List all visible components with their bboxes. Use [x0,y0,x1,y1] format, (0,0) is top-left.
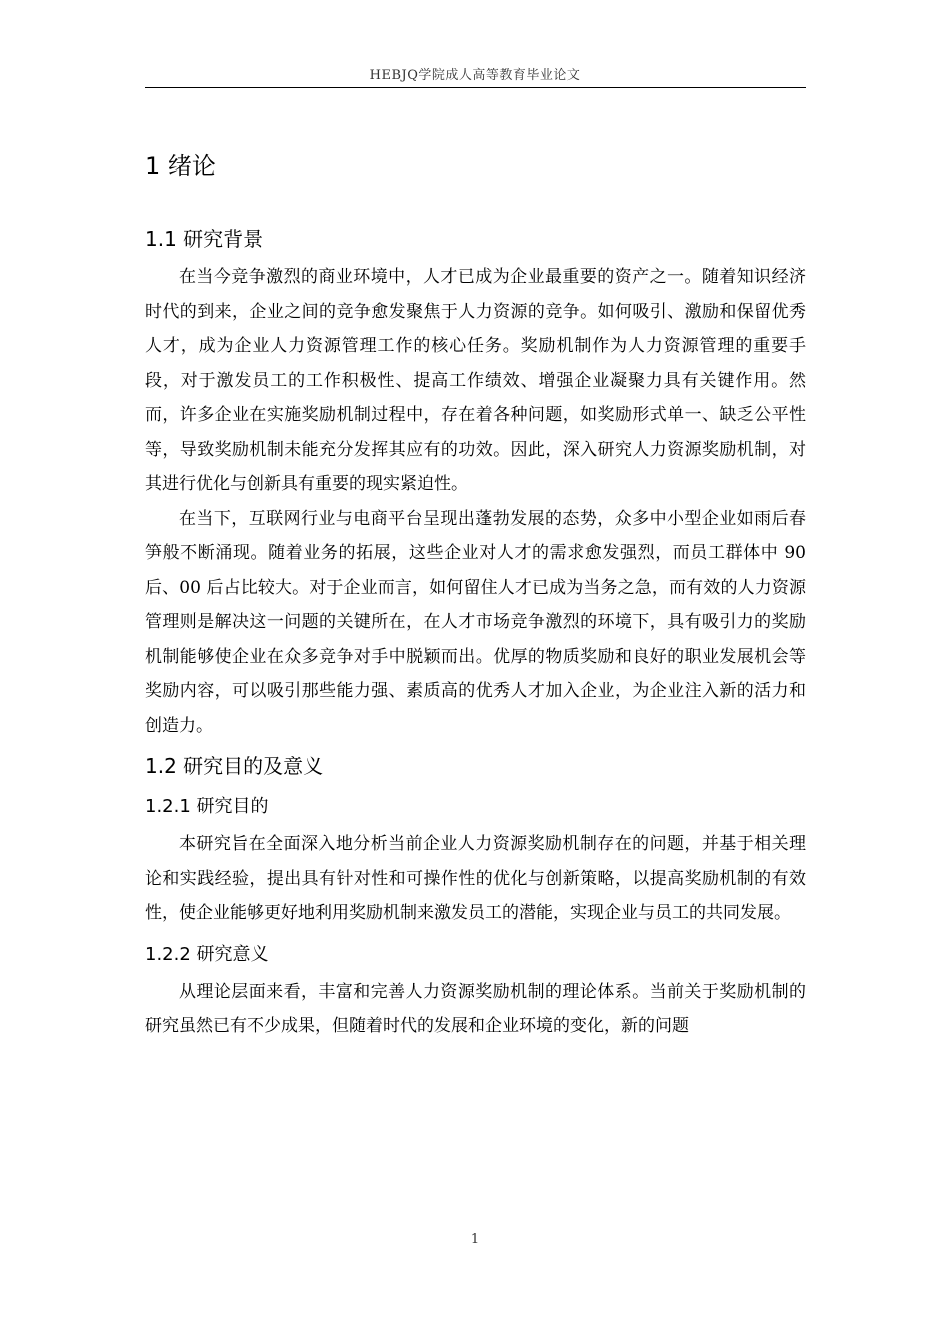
page-number: 1 [470,1232,480,1247]
paragraph-background-1: 在当今竞争激烈的商业环境中，人才已成为企业最重要的资产之一。随着知识经济时代的到来，企业之间的竞争愈发聚焦于人力资源的竞争。如何吸引、激励和保留优秀人才，成为企业人力资源管理工作的核心任务。奖励机制作为人力资源管理的重要手段，对于激发员工的工作积极性、提高工作绩效、增强企业凝聚力具有关键作用。然而，许多企业在实施奖励机制过程中，存在着各种问题，如奖励形式单一、缺乏公平性等，导致奖励机制未能充分发挥其应有的功效。因此，深入研究人力资源奖励机制，对其进行优化与创新具有重要的现实紧迫性。 [145,267,806,494]
subsection-title-significance: 1.2.2 研究意义 [145,943,269,965]
section-title-background: 1.1 研究背景 [145,227,264,251]
page-body [145,140,806,1044]
chapter-title: 1 绪论 [145,152,216,180]
paragraph-significance-1: 从理论层面来看，丰富和完善人力资源奖励机制的理论体系。当前关于奖励机制的研究虽然已有不少成果，但随着时代的发展和企业环境的变化，新的问题 [145,981,806,1036]
paragraph-purpose-1: 本研究旨在全面深入地分析当前企业人力资源奖励机制存在的问题，并基于相关理论和实践经验，提出具有针对性和可操作性的优化与创新策略，以提高奖励机制的有效性，使企业能够更好地利用奖励机制来激发员工的潜能，实现企业与员工的共同发展。 [145,834,806,923]
header-rule [145,87,806,88]
section-title-purpose-significance: 1.2 研究目的及意义 [145,754,324,778]
running-header: HEBJQ学院成人高等教育毕业论文 [369,68,581,83]
subsection-title-purpose: 1.2.1 研究目的 [145,796,269,817]
paragraph-background-2: 在当下，互联网行业与电商平台呈现出蓬勃发展的态势，众多中小型企业如雨后春笋般不断涌现。随着业务的拓展，这些企业对人才的需求愈发强烈，而员工群体中 90 后、00 后占比较大。对于企业而言，如何留住人才已成为当务之急，而有效的人力资源管理则是解决这一问题的关键所在，在人才市场竞争激烈的环境下，具有吸引力的奖励机制能够使企业在众多竞争对手中脱颖而出。优厚的物质奖励和良好的职业发展机会等奖励内容，可以吸引那些能力强、素质高的优秀人才加入企业，为企业注入新的活力和创造力。 [145,508,806,736]
